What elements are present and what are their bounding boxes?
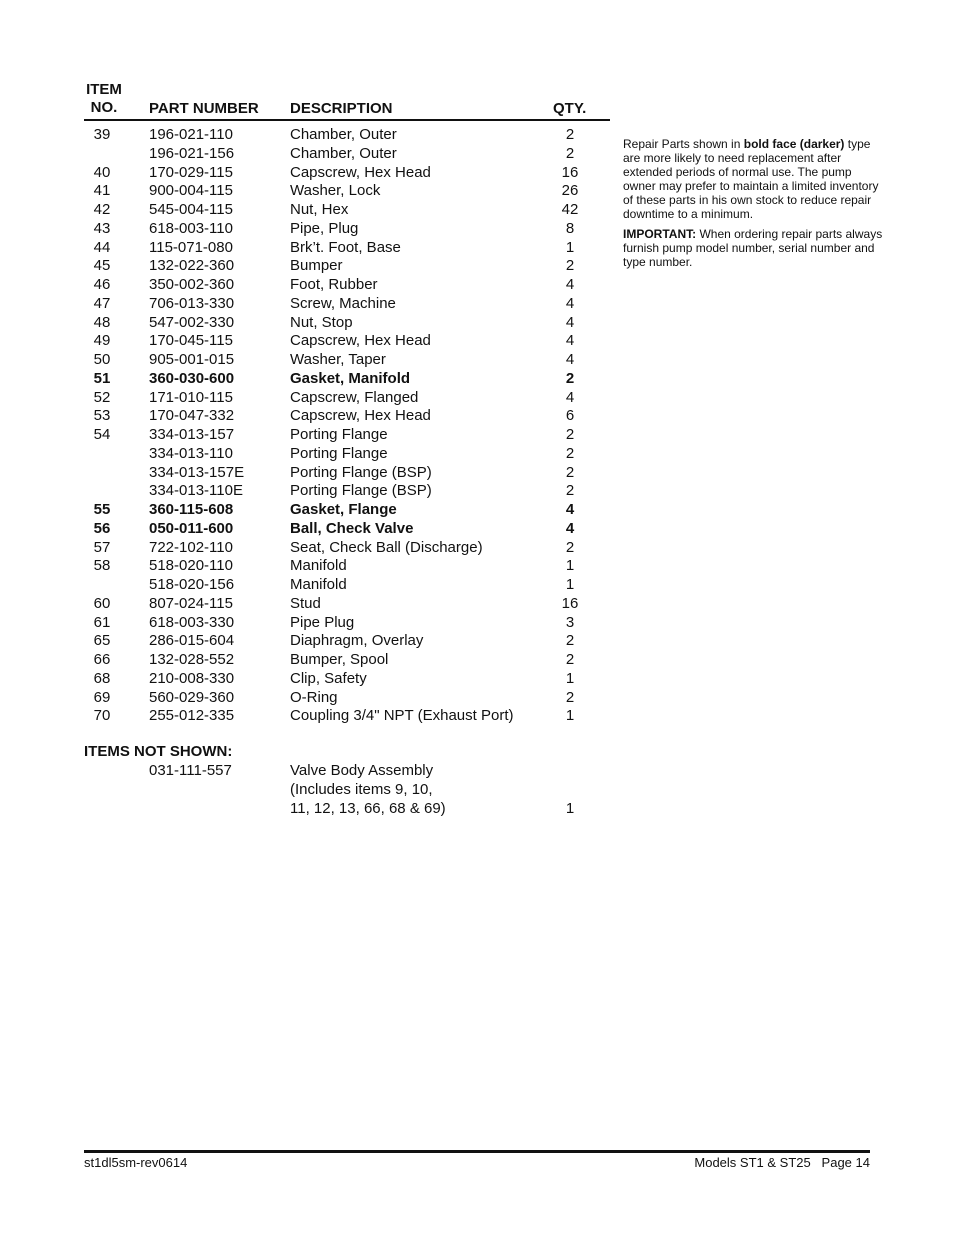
description: Brk’t. Foot, Base <box>290 238 401 256</box>
description: Porting Flange (BSP) <box>290 482 432 500</box>
item-number: 47 <box>93 294 111 312</box>
description: Stud <box>290 594 321 612</box>
quantity: 16 <box>561 594 579 612</box>
item-number: 56 <box>93 519 111 537</box>
part-number: 050-011-600 <box>149 519 234 537</box>
description: Bumper <box>290 257 343 275</box>
item-number: 69 <box>93 688 111 706</box>
header-item-line1: ITEM <box>86 81 122 98</box>
part-number: 132-028-552 <box>149 651 235 668</box>
part-number: 807-024-115 <box>149 594 233 612</box>
description: Pipe Plug <box>290 613 355 631</box>
parts-table <box>84 126 604 726</box>
footer-doc-code: st1dl5sm-rev0614 <box>84 1155 188 1170</box>
header-item <box>84 81 124 117</box>
quantity: 2 <box>565 463 575 481</box>
table-row <box>84 407 604 426</box>
description: Diaphragm, Overlay <box>290 632 424 650</box>
item-number: 51 <box>93 369 111 387</box>
part-number: 618-003-330 <box>149 613 235 631</box>
item-number: 60 <box>93 594 111 612</box>
table-row <box>84 239 604 258</box>
quantity: 8 <box>565 219 575 237</box>
quantity: 16 <box>561 163 579 181</box>
quantity: 4 <box>565 388 575 406</box>
quantity: 4 <box>565 332 575 350</box>
item-number: 55 <box>93 501 111 518</box>
description: Seat, Check Ball (Discharge) <box>290 538 483 556</box>
quantity: 2 <box>565 651 575 668</box>
description: Coupling 3/4" NPT (Exhaust Port) <box>290 707 514 725</box>
items-not-shown-table <box>84 762 604 818</box>
quantity: 26 <box>561 182 579 200</box>
quantity: 4 <box>565 519 575 537</box>
item-number: 68 <box>93 669 111 687</box>
part-number: 360-030-600 <box>149 369 235 387</box>
part-number: 618-003-110 <box>149 219 233 237</box>
description: Screw, Machine <box>290 294 396 312</box>
quantity: 1 <box>565 576 575 593</box>
table-row <box>84 762 604 781</box>
part-number: 905-001-015 <box>149 351 235 368</box>
item-number: 50 <box>93 351 111 368</box>
quantity: 4 <box>565 294 575 312</box>
part-number: 170-045-115 <box>149 332 233 350</box>
quantity: 1 <box>565 707 575 725</box>
quantity: 1 <box>565 799 575 817</box>
quantity: 3 <box>565 613 575 631</box>
description: Clip, Safety <box>290 669 367 687</box>
note-p1-prefix: Repair Parts shown in <box>623 137 744 151</box>
table-row <box>84 464 604 483</box>
description: Ball, Check Valve <box>290 519 414 537</box>
item-number: 45 <box>93 257 111 275</box>
item-number: 66 <box>93 651 111 668</box>
items-not-shown-title: ITEMS NOT SHOWN: <box>84 743 233 760</box>
description: Washer, Taper <box>290 351 386 368</box>
item-number: 48 <box>93 313 111 331</box>
part-number: 171-010-115 <box>149 388 233 406</box>
table-row <box>84 126 604 145</box>
item-number: 39 <box>93 126 111 143</box>
part-number: 900-004-115 <box>149 182 233 200</box>
note-p2-text: When ordering repair parts always furnish pump model number, serial number and type number. <box>623 227 883 269</box>
item-number: 70 <box>93 707 111 725</box>
table-row <box>84 257 604 276</box>
item-number: 41 <box>93 182 111 200</box>
part-number: 210-008-330 <box>149 669 235 687</box>
table-row <box>84 370 604 389</box>
table-row <box>84 595 604 614</box>
description: Manifold <box>290 557 347 575</box>
description: Washer, Lock <box>290 182 381 200</box>
quantity: 1 <box>565 669 575 687</box>
part-number: 132-022-360 <box>149 257 235 275</box>
part-number: 170-047-332 <box>149 407 235 425</box>
table-row <box>84 539 604 558</box>
description: 11, 12, 13, 66, 68 & 69) <box>290 799 446 817</box>
table-row <box>84 145 604 164</box>
quantity: 2 <box>565 632 575 650</box>
table-row <box>84 557 604 576</box>
quantity: 42 <box>561 201 579 218</box>
quantity: 2 <box>565 126 575 143</box>
description: Gasket, Flange <box>290 501 397 518</box>
header-part-number: PART NUMBER <box>149 100 259 117</box>
quantity: 4 <box>565 501 575 518</box>
repair-parts-note <box>623 137 883 275</box>
item-number: 40 <box>93 163 111 181</box>
quantity: 2 <box>565 444 575 462</box>
footer-divider <box>84 1150 870 1153</box>
quantity: 2 <box>565 257 575 275</box>
part-number: 360-115-608 <box>149 501 234 518</box>
table-row <box>84 800 604 819</box>
quantity: 6 <box>565 407 575 425</box>
quantity: 1 <box>565 238 575 256</box>
header-item-line2: NO. <box>90 99 118 116</box>
table-row <box>84 351 604 370</box>
description: Foot, Rubber <box>290 276 378 293</box>
table-row <box>84 781 604 800</box>
part-number: 334-013-110E <box>149 482 243 500</box>
description: Porting Flange <box>290 444 388 462</box>
table-row <box>84 707 604 726</box>
item-number: 61 <box>93 613 111 631</box>
quantity: 2 <box>565 426 575 443</box>
header-description: DESCRIPTION <box>290 100 393 117</box>
note-p1-bold: bold face (darker) <box>743 137 845 151</box>
part-number: 560-029-360 <box>149 688 235 706</box>
part-number: 196-021-156 <box>149 144 235 162</box>
table-row <box>84 164 604 183</box>
description: Porting Flange (BSP) <box>290 463 432 481</box>
quantity: 4 <box>565 351 575 368</box>
description: Chamber, Outer <box>290 144 397 162</box>
part-number: 170-029-115 <box>149 163 233 181</box>
note-p1-suffix: type are more likely to need replacement after extended periods of normal use. The pump owner may prefer to maintain a limited inventory of these parts in his own stock to reduce repair downtime to a minimum. <box>623 137 879 221</box>
item-number: 54 <box>93 426 111 443</box>
item-number: 58 <box>93 557 111 575</box>
table-row <box>84 314 604 333</box>
table-row <box>84 482 604 501</box>
table-row <box>84 576 604 595</box>
note-paragraph-1 <box>623 137 883 221</box>
description: Gasket, Manifold <box>290 369 411 387</box>
item-number: 44 <box>93 238 111 256</box>
quantity: 1 <box>565 557 575 575</box>
note-p2-bold: IMPORTANT: <box>623 227 697 241</box>
description: Capscrew, Hex Head <box>290 332 431 350</box>
part-number: 350-002-360 <box>149 276 235 293</box>
footer-page-label: Models ST1 & ST25 Page 14 <box>694 1155 870 1170</box>
header-qty: QTY. <box>553 100 587 117</box>
table-row <box>84 501 604 520</box>
description: Porting Flange <box>290 426 388 443</box>
part-number: 706-013-330 <box>149 294 235 312</box>
table-row <box>84 445 604 464</box>
note-paragraph-2 <box>623 227 883 269</box>
table-row <box>84 689 604 708</box>
item-number: 65 <box>93 632 111 650</box>
description: O-Ring <box>290 688 338 706</box>
part-number: 545-004-115 <box>149 201 233 218</box>
table-row <box>84 295 604 314</box>
item-number: 43 <box>93 219 111 237</box>
part-number: 334-013-110 <box>149 444 233 462</box>
quantity: 2 <box>565 369 575 387</box>
part-number: 334-013-157E <box>149 463 245 481</box>
description: Pipe, Plug <box>290 219 359 237</box>
table-row <box>84 332 604 351</box>
part-number: 196-021-110 <box>149 126 233 143</box>
part-number: 255-012-335 <box>149 707 235 725</box>
description: Nut, Hex <box>290 201 349 218</box>
quantity: 4 <box>565 313 575 331</box>
part-number: 547-002-330 <box>149 313 235 331</box>
item-number: 49 <box>93 332 111 350</box>
quantity: 2 <box>565 482 575 500</box>
description: (Includes items 9, 10, <box>290 780 433 798</box>
description: Manifold <box>290 576 347 593</box>
item-number: 42 <box>93 201 111 218</box>
description: Valve Body Assembly <box>290 762 434 779</box>
description: Capscrew, Flanged <box>290 388 419 406</box>
table-row <box>84 201 604 220</box>
table-row <box>84 220 604 239</box>
description: Capscrew, Hex Head <box>290 407 431 425</box>
part-number: 518-020-156 <box>149 576 235 593</box>
table-row <box>84 276 604 295</box>
table-row <box>84 632 604 651</box>
quantity: 4 <box>565 276 575 293</box>
description: Bumper, Spool <box>290 651 389 668</box>
part-number: 286-015-604 <box>149 632 235 650</box>
table-row <box>84 614 604 633</box>
part-number: 334-013-157 <box>149 426 235 443</box>
table-row <box>84 389 604 408</box>
description: Chamber, Outer <box>290 126 397 143</box>
description: Capscrew, Hex Head <box>290 163 431 181</box>
table-row <box>84 651 604 670</box>
table-row <box>84 670 604 689</box>
header-divider <box>84 119 610 121</box>
item-number: 52 <box>93 388 111 406</box>
part-number: 115-071-080 <box>149 238 233 256</box>
part-number: 031-111-557 <box>149 762 232 779</box>
item-number: 46 <box>93 276 111 293</box>
description: Nut, Stop <box>290 313 353 331</box>
part-number: 722-102-110 <box>149 538 233 556</box>
table-row <box>84 182 604 201</box>
table-row <box>84 426 604 445</box>
part-number: 518-020-110 <box>149 557 233 575</box>
quantity: 2 <box>565 688 575 706</box>
table-row <box>84 520 604 539</box>
quantity: 2 <box>565 538 575 556</box>
quantity: 2 <box>565 144 575 162</box>
item-number: 53 <box>93 407 111 425</box>
item-number: 57 <box>93 538 111 556</box>
